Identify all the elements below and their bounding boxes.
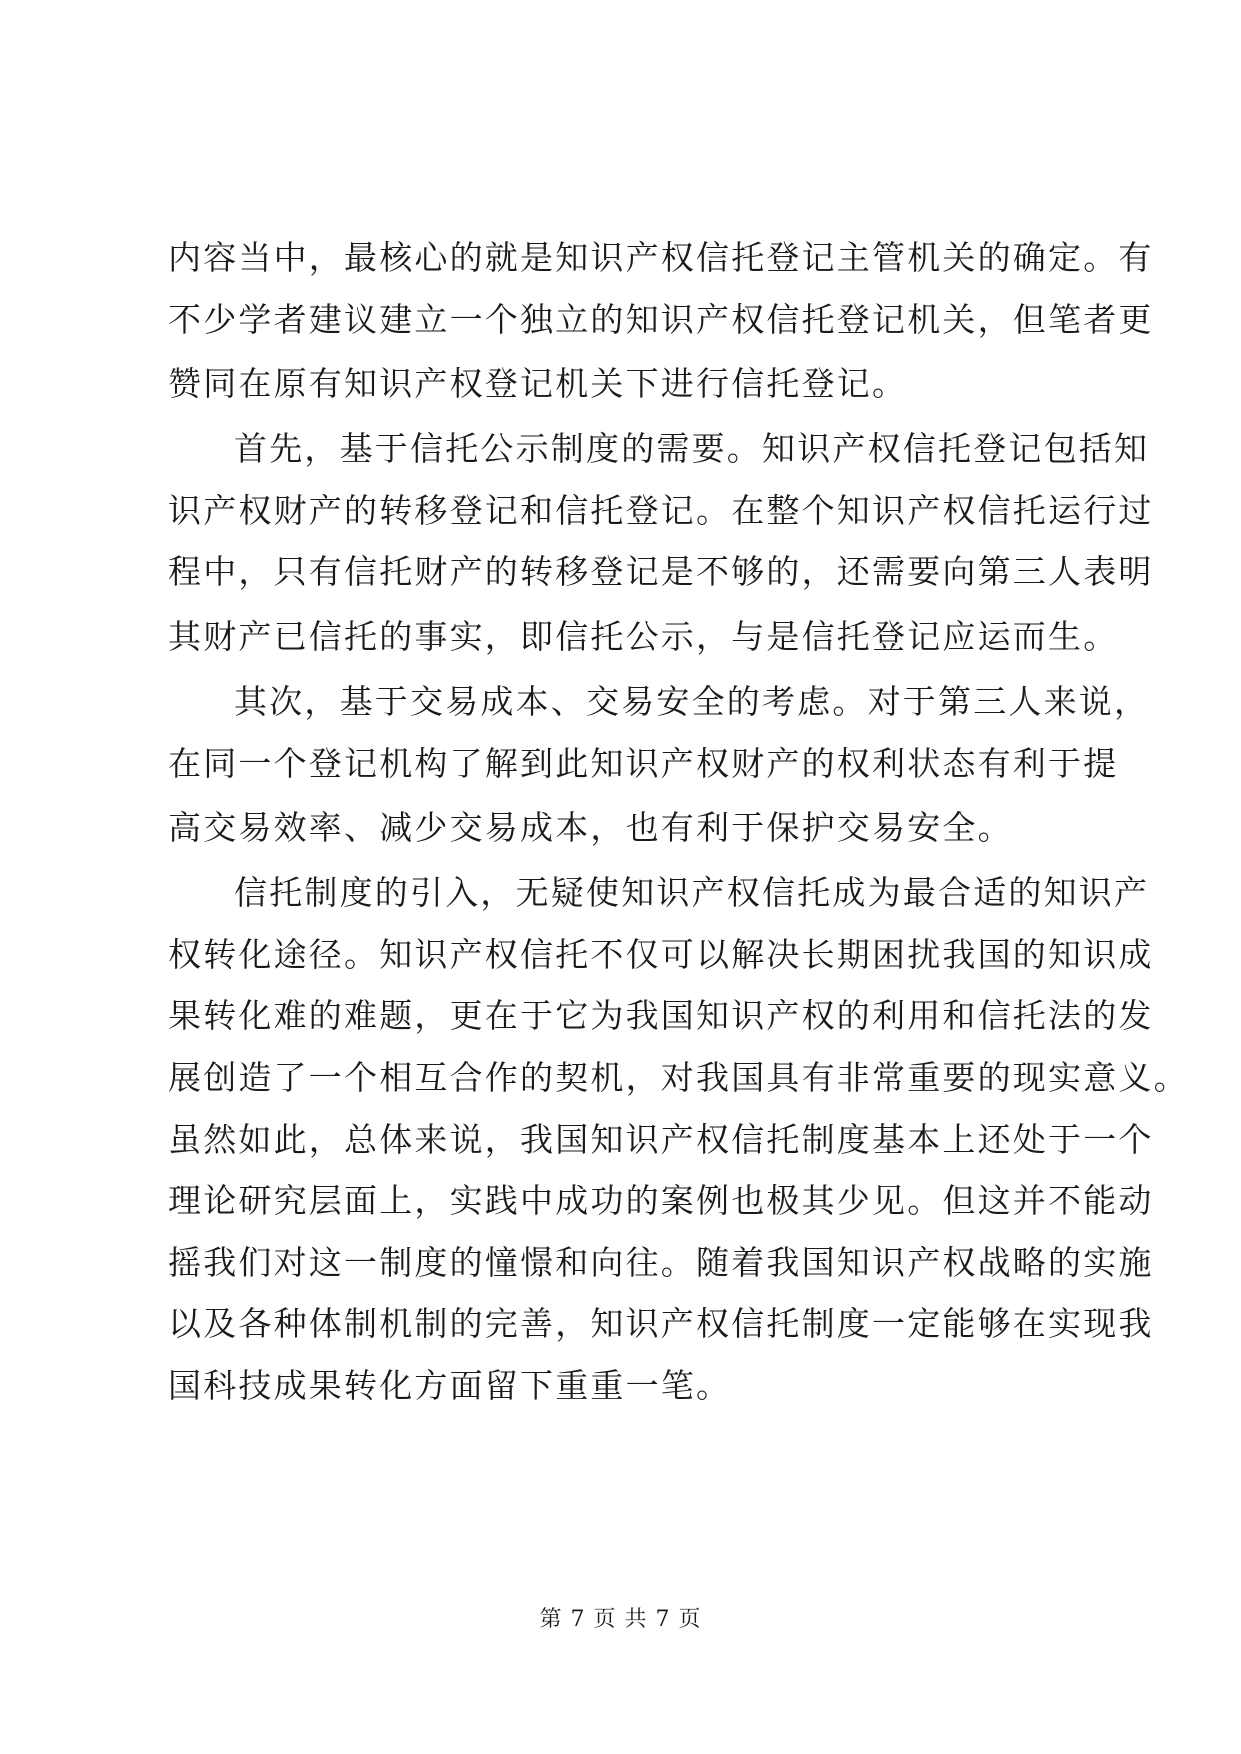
text-line: 展创造了一个相互合作的契机，对我国具有非常重要的现实意义。: [168, 1057, 1189, 1097]
page-number-footer: 第 7 页 共 7 页: [539, 1607, 702, 1632]
text-line: 以及各种体制机制的完善，知识产权信托制度一定能够在实现我: [168, 1304, 1154, 1344]
text-line: 理论研究层面上，实践中成功的案例也极其少见。但这并不能动: [168, 1181, 1154, 1221]
paragraph-first-line: 首先，基于信托公示制度的需要。知识产权信托登记包括知: [234, 429, 1150, 469]
text-line: 果转化难的难题，更在于它为我国知识产权的利用和信托法的发: [168, 996, 1154, 1036]
body-text: [168, 227, 1189, 1417]
text-line: 内容当中，最核心的就是知识产权信托登记主管机关的确定。有: [168, 238, 1154, 277]
text-line: 摇我们对这一制度的憧憬和向往。随着我国知识产权战略的实施: [168, 1242, 1154, 1282]
text-line: 不少学者建议建立一个独立的知识产权信托登记机关，但笔者更: [168, 299, 1154, 339]
paragraph-first-line: 其次，基于交易成本、交易安全的考虑。对于第三人来说，: [234, 681, 1150, 721]
text-line: 识产权财产的转移登记和信托登记。在整个知识产权信托运行过: [168, 490, 1154, 530]
text-line: 高交易效率、减少交易成本，也有利于保护交易安全。: [168, 808, 1013, 848]
text-line: 在同一个登记机构了解到此知识产权财产的权利状态有利于提: [168, 743, 1119, 783]
paragraph-first-line: 信托制度的引入，无疑使知识产权信托成为最合适的知识产: [234, 873, 1150, 913]
text-line: 程中，只有信托财产的转移登记是不够的，还需要向第三人表明: [168, 552, 1154, 592]
text-line: 国科技成果转化方面留下重重一笔。: [168, 1365, 732, 1405]
text-line: 虽然如此，总体来说，我国知识产权信托制度基本上还处于一个: [168, 1119, 1154, 1159]
text-line: 其财产已信托的事实，即信托公示，与是信托登记应运而生。: [168, 616, 1119, 656]
text-line: 权转化途径。知识产权信托不仅可以解决长期困扰我国的知识成: [168, 934, 1154, 974]
text-line: 赞同在原有知识产权登记机关下进行信托登记。: [168, 364, 908, 404]
